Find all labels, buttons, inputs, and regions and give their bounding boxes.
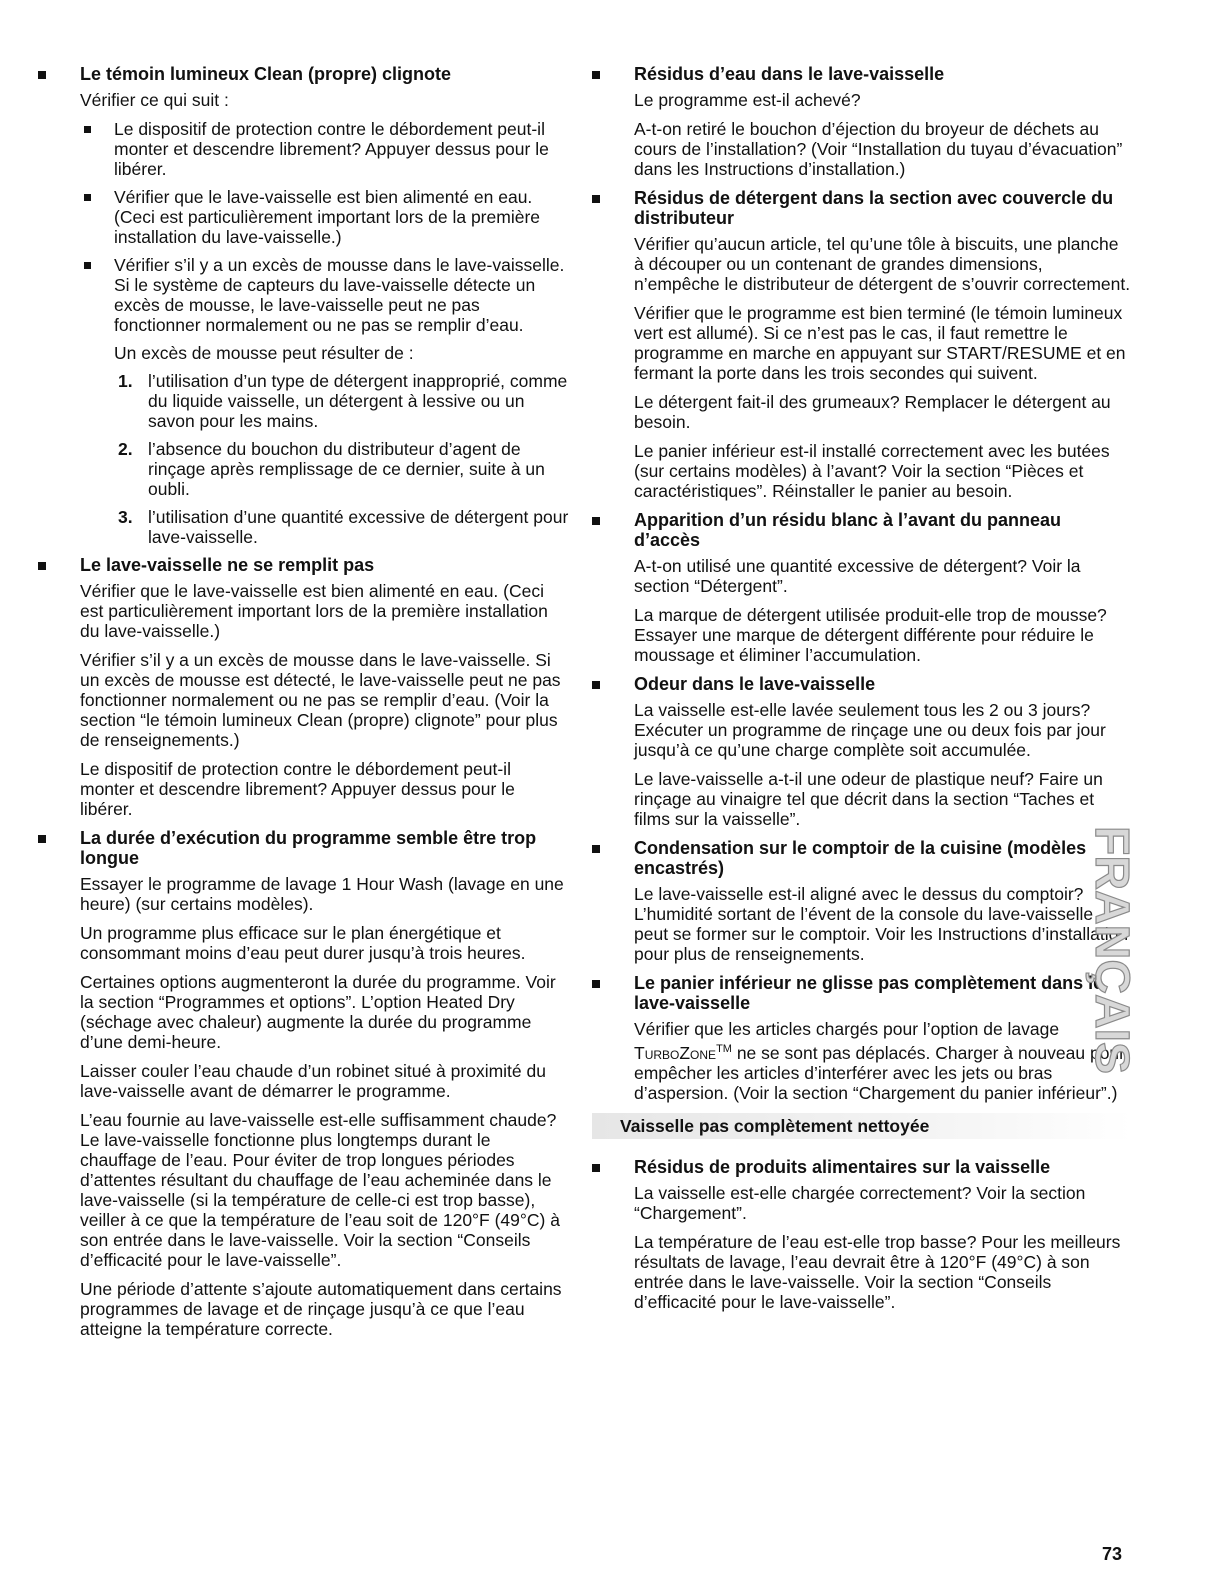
item-heading: La durée d’exécution du programme semble être trop longue bbox=[80, 828, 537, 868]
item-paragraph: A-t-on utilisé une quantité excessive de détergent? Voir la section “Détergent”. bbox=[634, 556, 1081, 596]
sub-bullet-icon bbox=[84, 194, 91, 201]
bullet-icon bbox=[592, 195, 600, 203]
numbered-item bbox=[114, 371, 570, 431]
item-heading: Résidus de détergent dans la section avec couvercle du distributeur bbox=[634, 188, 1114, 228]
item-paragraph: Un programme plus efficace sur le plan énergétique et consommant moins d’eau peut durer jusqu’à trois heures. bbox=[80, 923, 526, 963]
bullet-icon bbox=[592, 1164, 600, 1172]
numbered-item bbox=[114, 507, 570, 547]
bullet-icon bbox=[38, 562, 46, 570]
sub-item bbox=[80, 119, 570, 179]
bullet-icon bbox=[38, 71, 46, 79]
trademark-mark: TM bbox=[716, 1043, 732, 1055]
left-column bbox=[38, 64, 570, 1348]
item-paragraph bbox=[634, 1019, 1132, 1103]
page-number: 73 bbox=[1102, 1544, 1123, 1564]
sub-paragraph: Vérifier s’il y a un excès de mousse dans le lave-vaisselle. Si le système de capteurs du lave-vaisselle détecte un excès de mousse, le lave-vaisselle peut ne pas fonctionner normalement ou ne pas se remplir d’eau. bbox=[114, 255, 565, 335]
sub-paragraph: Un excès de mousse peut résulter de : bbox=[114, 343, 414, 363]
bullet-icon bbox=[592, 845, 600, 853]
item-paragraph: Le lave-vaisselle a-t-il une odeur de plastique neuf? Faire un rinçage au vinaigre tel que décrit dans la section “Taches et films sur la vaisselle”. bbox=[634, 769, 1103, 829]
numbered-text: l’utilisation d’une quantité excessive de détergent pour lave-vaisselle. bbox=[148, 507, 569, 547]
item-heading: Le témoin lumineux Clean (propre) clignote bbox=[80, 64, 452, 84]
item-heading: Odeur dans le lave-vaisselle bbox=[634, 674, 876, 694]
item-paragraph: Laisser couler l’eau chaude d’un robinet situé à proximité du lave-vaisselle avant de démarrer le programme. bbox=[80, 1061, 546, 1101]
troubleshoot-item bbox=[592, 510, 1132, 665]
numbered-text: l’absence du bouchon du distributeur d’agent de rinçage après remplissage de ce dernier, suite à un oubli. bbox=[148, 439, 545, 499]
item-paragraph: Vérifier que le lave-vaisselle est bien alimenté en eau. (Ceci est particulièrement important lors de la première installation du lave-vaisselle.) bbox=[80, 581, 548, 641]
numbered-item bbox=[114, 439, 570, 499]
item-paragraph: Vérifier ce qui suit : bbox=[80, 90, 229, 110]
troubleshoot-item bbox=[38, 555, 570, 819]
text-segment: Vérifier que les articles chargés pour l’option de lavage bbox=[634, 1019, 1060, 1039]
item-paragraph: La vaisselle est-elle chargée correctement? Voir la section “Chargement”. bbox=[634, 1182, 1086, 1223]
item-paragraph: Certaines options augmenteront la durée du programme. Voir la section “Programmes et options”. L’option Heated Dry (séchage avec chaleur) augmente la durée du programme d’une demi-heure. bbox=[80, 972, 556, 1052]
item-heading: Condensation sur le comptoir de la cuisine (modèles encastrés) bbox=[634, 838, 1087, 878]
item-paragraph: La vaisselle est-elle lavée seulement tous les 2 ou 3 jours? Exécuter un programme de rinçage une ou deux fois par jour jusqu’à ce qu’une charge complète soit accumulée. bbox=[634, 700, 1106, 760]
item-paragraph: Le panier inférieur est-il installé correctement avec les butées (sur certains modèles) à l’avant? Voir la section “Pièces et caractéristiques”. Réinstaller le panier au besoin. bbox=[634, 441, 1110, 501]
side-tab-label: FRANÇAIS bbox=[1085, 826, 1138, 1074]
number-label: 2. bbox=[118, 439, 133, 459]
item-heading: Résidus de produits alimentaires sur la vaisselle bbox=[634, 1156, 1051, 1177]
item-paragraph: A-t-on retiré le bouchon d’éjection du broyeur de déchets au cours de l’installation? (Voir “Installation du tuyau d’évacuation” dans les Instructions d’installation.) bbox=[634, 119, 1123, 179]
bullet-icon bbox=[38, 835, 46, 843]
item-paragraph: L’eau fournie au lave-vaisselle est-elle suffisamment chaude? Le lave-vaisselle fonctionne plus longtemps durant le chauffage de l’eau. Pour éviter de trop longues périodes d’attentes résultant du chauffage de l’eau acheminée dans le lave-vaisselle (si la température de celle-ci est trop basse), veiller à ce que la température de l’eau soit de 120°F (49°C) à son entrée dans le lave-vaisselle. Voir la section “Conseils d’efficacité pour le lave-vaisselle”. bbox=[80, 1110, 560, 1270]
item-paragraph: Le détergent fait-il des grumeaux? Remplacer le détergent au besoin. bbox=[634, 392, 1111, 432]
item-paragraph: Vérifier qu’aucun article, tel qu’une tôle à biscuits, une planche à découper ou un contenant de grandes dimensions, n’empêche le distributeur de détergent de s’ouvrir correctement. bbox=[634, 234, 1131, 294]
item-paragraph: Le programme est-il achevé? bbox=[634, 90, 861, 110]
item-paragraph: La température de l’eau est-elle trop basse? Pour les meilleurs résultats de lavage, l’eau devrait être à 120°F (49°C) à son entrée dans le lave-vaisselle. Voir la section “Conseils d’efficacité pour le lave-vaisselle”. bbox=[634, 1231, 1121, 1312]
sub-bullet-icon bbox=[84, 262, 91, 269]
item-paragraph: Le dispositif de protection contre le débordement peut-il monter et descendre librement? Appuyer dessus pour le libérer. bbox=[80, 759, 515, 819]
troubleshoot-item bbox=[38, 64, 570, 547]
sub-item bbox=[80, 187, 570, 247]
troubleshoot-item bbox=[592, 674, 1132, 829]
troubleshoot-item bbox=[38, 828, 570, 1339]
troubleshoot-item bbox=[592, 188, 1132, 501]
troubleshoot-item bbox=[592, 838, 1132, 964]
item-paragraph: Vérifier s’il y a un excès de mousse dans le lave-vaisselle. Si un excès de mousse est détecté, le lave-vaisselle peut ne pas fonctionner normalement ou ne pas se remplir d’eau. (Voir la section “le témoin lumineux Clean (propre) clignote” pour plus de renseignements.) bbox=[80, 650, 561, 750]
text-segment: ne se sont pas déplacés. Charger à nouveau pour empêcher les articles d’interférer avec les jets ou bras d’aspersion. (Voir la section “Chargement du panier inférieur”.) bbox=[634, 1042, 1125, 1103]
item-heading: Le panier inférieur ne glisse pas complètement dans le lave-vaisselle bbox=[634, 973, 1104, 1013]
item-paragraph: Essayer le programme de lavage 1 Hour Wash (lavage en une heure) (sur certains modèles). bbox=[80, 874, 564, 914]
troubleshoot-item bbox=[592, 1157, 1132, 1312]
sub-bullet-icon bbox=[84, 126, 91, 133]
section-subtitle: Vaisselle pas complètement nettoyée bbox=[592, 1113, 1132, 1139]
item-paragraph: Le lave-vaisselle est-il aligné avec le dessus du comptoir? L’humidité sortant de l’évent de la console du lave-vaisselle peut se former sur le comptoir. Voir les Instructions d’installation pour plus de renseignements. bbox=[634, 884, 1129, 964]
brand-name: TurboZone bbox=[634, 1042, 717, 1063]
item-paragraph: Vérifier que le programme est bien terminé (le témoin lumineux vert est allumé). Si ce n’est pas le cas, il faut remettre le programme en marche en appuyant sur START/RESUME et en fermant la porte dans les trois secondes qui suivent. bbox=[634, 303, 1126, 383]
right-column bbox=[592, 64, 1132, 1321]
bullet-icon bbox=[592, 681, 600, 689]
side-tab-language bbox=[1085, 826, 1190, 1340]
item-heading: Apparition d’un résidu blanc à l’avant du panneau d’accès bbox=[634, 510, 1062, 550]
bullet-icon bbox=[592, 517, 600, 525]
number-label: 1. bbox=[118, 371, 133, 391]
item-paragraph: Une période d’attente s’ajoute automatiquement dans certains programmes de lavage et de rinçage jusqu’à ce que l’eau atteigne la température correcte. bbox=[80, 1279, 562, 1339]
number-label: 3. bbox=[118, 507, 133, 527]
bullet-icon bbox=[592, 71, 600, 79]
sub-item bbox=[80, 255, 570, 547]
item-heading: Le lave-vaisselle ne se remplit pas bbox=[80, 555, 375, 575]
troubleshoot-item bbox=[592, 973, 1132, 1103]
item-heading: Résidus d’eau dans le lave-vaisselle bbox=[634, 64, 945, 84]
item-paragraph: La marque de détergent utilisée produit-elle trop de mousse? Essayer une marque de détergent différente pour réduire le moussage et éliminer l’accumulation. bbox=[634, 605, 1107, 665]
sub-paragraph: Vérifier que le lave-vaisselle est bien alimenté en eau. (Ceci est particulièrement important lors de la première installation du lave-vaisselle.) bbox=[114, 187, 540, 247]
troubleshoot-item bbox=[592, 64, 1132, 179]
bullet-icon bbox=[592, 980, 600, 988]
sub-paragraph: Le dispositif de protection contre le débordement peut-il monter et descendre librement? Appuyer dessus pour le libérer. bbox=[114, 119, 549, 179]
numbered-text: l’utilisation d’un type de détergent inapproprié, comme du liquide vaisselle, un détergent à lessive ou un savon pour les mains. bbox=[148, 371, 568, 431]
